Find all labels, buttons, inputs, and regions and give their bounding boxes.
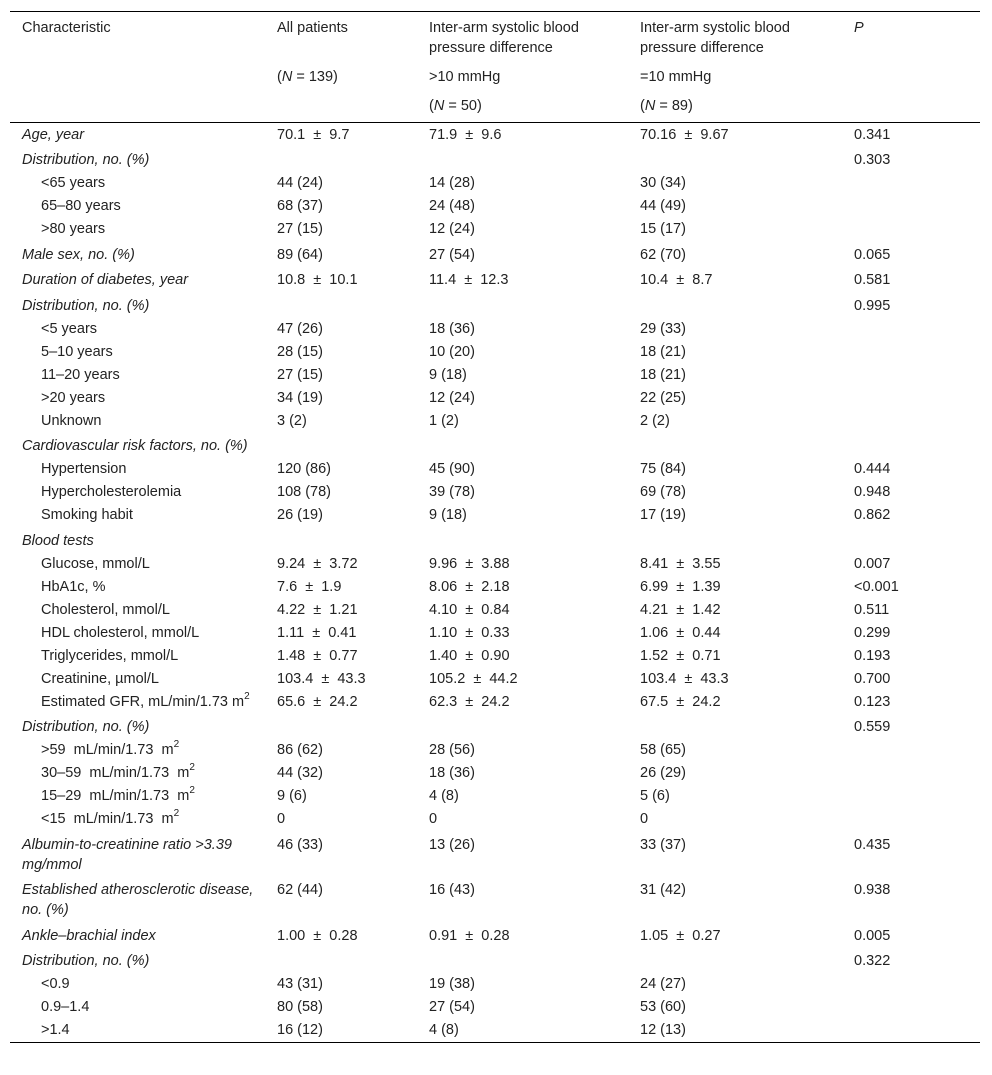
cell-group-le: 2 (2) (640, 412, 670, 429)
row-characteristic: >20 years (41, 389, 106, 406)
header-group-le-threshold: =10 mmHg (640, 69, 712, 85)
row-characteristic: 30–59 mL/min/1.73 $m^2$ (41, 762, 195, 781)
cell-p-value: 0.995 (854, 297, 891, 314)
header-group-gt-title: Inter-arm systolic blood pressure difference (417, 12, 628, 59)
cell-p-value (842, 218, 980, 241)
cell-group-gt: 28 (56) (429, 742, 475, 758)
cell-p-value: 0.700 (854, 670, 891, 687)
row-characteristic: Estimated GFR, mL/min/1.73 $m^2$ (41, 690, 250, 710)
cell-group-le: 4.21 ± 1.42 (640, 601, 721, 618)
cell-p-value (842, 1019, 980, 1043)
table-row (10, 922, 980, 948)
table-row (10, 713, 980, 739)
cell-p-value: 0.322 (854, 953, 891, 969)
cell-group-gt: 18 (36) (429, 765, 475, 781)
cell-group-gt: 71.9 ± 9.6 (429, 126, 502, 143)
table-row (10, 575, 980, 598)
header-row-counts (10, 87, 980, 123)
row-characteristic: <15 mL/min/1.73 $m^2$ (41, 808, 180, 827)
header-group-gt-n: (N = 50) (417, 87, 628, 123)
cell-group-gt: 12 (24) (429, 221, 475, 237)
cell-group-le: 0 (640, 811, 649, 827)
cell-all-patients: 43 (31) (277, 976, 323, 992)
cell-group-gt (417, 146, 628, 172)
row-characteristic: Distribution, no. (%) (22, 953, 150, 969)
cell-all-patients: 9.24 ± 3.72 (277, 555, 358, 572)
cell-group-le (628, 146, 842, 172)
table-row (10, 973, 980, 996)
cell-p-value: 0.193 (854, 647, 891, 664)
table-row (10, 363, 980, 386)
table-row (10, 808, 980, 831)
table-row (10, 996, 980, 1019)
cell-group-gt (417, 947, 628, 973)
cell-group-gt: 19 (38) (429, 976, 475, 992)
cell-p-value (842, 762, 980, 785)
cell-group-le: 44 (49) (640, 198, 686, 214)
cell-p-value (842, 973, 980, 996)
cell-group-gt: 18 (36) (429, 320, 475, 337)
cell-all-patients: 27 (15) (277, 366, 323, 383)
cell-all-patients: 0 (277, 811, 286, 827)
cell-group-le: 58 (65) (640, 742, 686, 758)
cell-group-le: 62 (70) (640, 246, 686, 263)
row-characteristic: <65 years (41, 175, 106, 191)
cell-group-gt: 8.06 ± 2.18 (429, 578, 510, 595)
cell-p-value (842, 432, 980, 458)
cell-group-le: 30 (34) (640, 175, 686, 191)
cell-group-le: 1.52 ± 0.71 (640, 647, 721, 664)
cell-all-patients: 3 (2) (277, 412, 307, 429)
row-characteristic: Ankle–brachial index (22, 927, 156, 944)
cell-p-value: 0.559 (854, 719, 891, 735)
table-row (10, 172, 980, 195)
cell-p-value (842, 808, 980, 831)
cell-all-patients: 120 (86) (277, 461, 332, 477)
superscript: 2 (189, 785, 195, 797)
cell-p-value (842, 340, 980, 363)
cell-group-le: 1.06 ± 0.44 (640, 624, 721, 641)
cell-group-gt (417, 432, 628, 458)
cell-p-value: 0.005 (854, 927, 891, 944)
table-row (10, 947, 980, 973)
cell-p-value: 0.123 (854, 693, 891, 710)
row-characteristic: Cholesterol, mmol/L (41, 601, 170, 618)
row-characteristic: <0.9 (41, 976, 70, 992)
cell-group-gt: 12 (24) (429, 389, 475, 406)
table-row (10, 739, 980, 762)
row-characteristic: >1.4 (10, 1019, 265, 1043)
cell-all-patients: 65.6 ± 24.2 (277, 693, 358, 710)
row-characteristic: Cardiovascular risk factors, no. (%) (22, 438, 248, 454)
row-characteristic: 15–29 mL/min/1.73 $m^2$ (41, 785, 195, 804)
cell-p-value: 0.299 (854, 624, 891, 641)
row-characteristic: Albumin-to-creatinine ratio >3.39 mg/mmol (22, 836, 236, 873)
cell-all-patients (265, 146, 417, 172)
header-group-gt-threshold: >10 mmHg (429, 69, 501, 85)
cell-all-patients: 7.6 ± 1.9 (277, 578, 342, 595)
cell-group-le: 10.4 ± 8.7 (640, 272, 713, 288)
cell-group-gt: 10 (20) (429, 343, 475, 360)
cell-p-value: 0.007 (854, 555, 891, 572)
header-group-le-n: (N = 89) (628, 87, 842, 123)
cell-group-gt: 24 (48) (429, 198, 475, 214)
table-body (10, 123, 980, 1043)
cell-group-gt (417, 292, 628, 318)
cell-group-le (628, 292, 842, 318)
table-row (10, 292, 980, 318)
cell-p-value (842, 363, 980, 386)
header-group-le-title: Inter-arm systolic blood pressure difference (628, 12, 842, 59)
row-characteristic: Male sex, no. (%) (22, 246, 135, 263)
header-row-titles (10, 12, 980, 59)
cell-group-gt (417, 527, 628, 553)
cell-all-patients: 89 (64) (277, 246, 323, 263)
cell-all-patients: 108 (78) (277, 484, 332, 500)
row-characteristic: 65–80 years (41, 198, 121, 214)
row-characteristic: Distribution, no. (%) (22, 297, 150, 314)
cell-all-patients: 1.11 ± 0.41 (277, 624, 357, 641)
cell-p-value: 0.435 (854, 836, 891, 853)
cell-all-patients: 103.4 ± 43.3 (277, 670, 366, 687)
table-row (10, 621, 980, 644)
row-characteristic: 0.9–1.4 (41, 999, 90, 1015)
row-characteristic: Distribution, no. (%) (22, 152, 150, 168)
table-row (10, 481, 980, 504)
cell-all-patients: 34 (19) (277, 389, 323, 406)
cell-group-le (628, 947, 842, 973)
table-row (10, 218, 980, 241)
table-row (10, 762, 980, 785)
cell-group-le: 24 (27) (640, 976, 686, 992)
header-characteristic: Characteristic (10, 12, 265, 59)
cell-all-patients: 46 (33) (277, 836, 323, 853)
table-row (10, 146, 980, 172)
table-row (10, 785, 980, 808)
cell-group-le: 69 (78) (640, 484, 686, 500)
superscript: 2 (173, 808, 180, 820)
cell-group-gt: 1 (2) (429, 412, 459, 429)
superscript: 2 (173, 739, 180, 751)
cell-group-gt: 1.10 ± 0.33 (429, 624, 510, 641)
cell-group-gt: 9 (18) (429, 507, 467, 523)
cell-all-patients: 16 (12) (265, 1019, 417, 1043)
cell-p-value (842, 317, 980, 340)
cell-group-gt: 45 (90) (429, 461, 475, 477)
cell-group-gt (417, 713, 628, 739)
cell-p-value (842, 172, 980, 195)
row-characteristic: >80 years (41, 221, 106, 237)
cell-group-gt: 14 (28) (429, 175, 475, 191)
cell-all-patients (265, 713, 417, 739)
cell-group-le: 8.41 ± 3.55 (640, 555, 721, 572)
cell-all-patients: 9 (6) (277, 788, 307, 804)
table-row (10, 340, 980, 363)
cell-group-gt: 9 (18) (429, 366, 467, 383)
cell-p-value (842, 785, 980, 808)
cell-group-le: 29 (33) (640, 320, 686, 337)
table-row (10, 598, 980, 621)
cell-group-le: 53 (60) (640, 999, 686, 1015)
cell-group-le: 5 (6) (640, 788, 670, 804)
cell-p-value: 0.303 (854, 152, 891, 168)
cell-group-le: 75 (84) (640, 461, 686, 477)
cell-group-le: 70.16 ± 9.67 (640, 126, 729, 143)
cell-all-patients: 44 (32) (277, 765, 323, 781)
cell-p-value: 0.862 (854, 507, 891, 523)
row-characteristic: <5 years (41, 320, 98, 337)
row-characteristic: Unknown (41, 412, 102, 429)
row-characteristic: Creatinine, µmol/L (41, 670, 159, 687)
table-row (10, 831, 980, 877)
cell-all-patients: 1.48 ± 0.77 (277, 647, 358, 664)
cell-p-value (842, 386, 980, 409)
table-header (10, 12, 980, 123)
table-row (10, 266, 980, 292)
cell-p-value (842, 195, 980, 218)
table-row (10, 644, 980, 667)
table-row (10, 690, 980, 713)
cell-group-le: 31 (42) (640, 882, 686, 898)
row-characteristic: Duration of diabetes, year (22, 272, 189, 288)
cell-p-value: 0.341 (854, 126, 891, 143)
cell-all-patients: 26 (19) (277, 507, 323, 523)
cell-all-patients: 27 (15) (277, 221, 323, 237)
cell-all-patients: 1.00 ± 0.28 (277, 927, 358, 944)
row-characteristic: Glucose, mmol/L (41, 555, 150, 572)
header-p-value: P (842, 12, 980, 59)
cell-group-gt: 0 (429, 811, 438, 827)
cell-p-value: 0.511 (854, 601, 890, 618)
cell-group-le: 15 (17) (640, 221, 686, 237)
cell-all-patients: 68 (37) (277, 198, 323, 214)
header-all-patients: All patients (265, 12, 417, 59)
cell-p-value: 0.948 (854, 484, 891, 500)
baseline-characteristics-table (10, 11, 980, 1043)
cell-p-value: 0.065 (854, 246, 891, 263)
cell-group-gt: 4 (8) (417, 1019, 628, 1043)
cell-group-le: 18 (21) (640, 366, 686, 383)
cell-all-patients: 10.8 ± 10.1 (277, 272, 358, 288)
cell-all-patients (265, 527, 417, 553)
table-row (10, 432, 980, 458)
cell-all-patients: 47 (26) (277, 320, 323, 337)
cell-p-value (842, 996, 980, 1019)
table-row (10, 527, 980, 553)
row-characteristic: HDL cholesterol, mmol/L (41, 624, 200, 641)
table-row (10, 123, 980, 147)
row-characteristic: Distribution, no. (%) (22, 719, 150, 735)
row-characteristic: 11–20 years (41, 366, 120, 383)
cell-group-gt: 1.40 ± 0.90 (429, 647, 510, 664)
header-all-patients-n: (N = 139) (277, 69, 338, 85)
superscript: 2 (189, 762, 195, 774)
cell-p-value (842, 527, 980, 553)
cell-all-patients: 62 (44) (277, 882, 323, 898)
cell-group-gt: 105.2 ± 44.2 (429, 670, 518, 687)
cell-group-gt: 4.10 ± 0.84 (429, 601, 510, 618)
cell-group-gt: 13 (26) (429, 836, 475, 853)
cell-group-gt: 11.4 ± 12.3 (429, 272, 509, 288)
cell-group-gt: 16 (43) (429, 882, 475, 898)
cell-group-le: 6.99 ± 1.39 (640, 578, 721, 595)
cell-group-gt: 9.96 ± 3.88 (429, 555, 510, 572)
table-row (10, 876, 980, 922)
row-characteristic: Age, year (22, 126, 85, 143)
cell-all-patients: 70.1 ± 9.7 (277, 126, 350, 143)
cell-all-patients: 44 (24) (277, 175, 323, 191)
cell-group-le (628, 527, 842, 553)
cell-p-value: 0.938 (854, 882, 891, 898)
cell-group-le: 103.4 ± 43.3 (640, 670, 729, 687)
cell-group-le: 18 (21) (640, 343, 686, 360)
table-row (10, 458, 980, 481)
cell-p-value: <0.001 (854, 578, 899, 595)
cell-group-gt: 4 (8) (429, 788, 459, 804)
table-row (10, 504, 980, 527)
cell-all-patients: 4.22 ± 1.21 (277, 601, 358, 618)
table-row (10, 317, 980, 340)
cell-group-le (628, 432, 842, 458)
table-row (10, 667, 980, 690)
cell-group-le: 17 (19) (640, 507, 686, 523)
cell-group-gt: 27 (54) (429, 246, 475, 263)
cell-group-le: 33 (37) (640, 836, 686, 853)
row-characteristic: Smoking habit (41, 507, 133, 523)
cell-group-le: 67.5 ± 24.2 (640, 693, 721, 710)
baseline-characteristics-table-container (10, 11, 980, 1043)
cell-group-le (628, 713, 842, 739)
cell-all-patients: 28 (15) (277, 343, 323, 360)
row-characteristic: Established atherosclerotic disease, no. (%) (22, 882, 258, 918)
cell-all-patients (265, 432, 417, 458)
cell-all-patients (265, 292, 417, 318)
cell-all-patients: 80 (58) (277, 999, 323, 1015)
cell-all-patients: 86 (62) (277, 742, 323, 758)
cell-group-gt: 27 (54) (429, 999, 475, 1015)
cell-group-gt: 0.91 ± 0.28 (429, 927, 510, 944)
header-row-thresholds (10, 58, 980, 87)
cell-group-le: 1.05 ± 0.27 (640, 927, 721, 944)
cell-p-value: 0.444 (854, 461, 891, 477)
table-row (10, 552, 980, 575)
table-row (10, 386, 980, 409)
superscript: 2 (244, 690, 250, 702)
row-characteristic: Hypercholesterolemia (41, 484, 182, 500)
row-characteristic: >59 mL/min/1.73 $m^2$ (41, 739, 180, 758)
cell-all-patients (265, 947, 417, 973)
row-characteristic: Blood tests (22, 532, 94, 549)
row-characteristic: 5–10 years (41, 343, 113, 360)
table-row (10, 409, 980, 432)
row-characteristic: Triglycerides, mmol/L (41, 647, 179, 664)
cell-group-gt: 39 (78) (429, 484, 475, 500)
table-row (10, 195, 980, 218)
cell-group-le: 12 (13) (628, 1019, 842, 1043)
row-characteristic: HbA1c, % (41, 578, 106, 595)
cell-group-le: 26 (29) (640, 765, 686, 781)
cell-group-gt: 62.3 ± 24.2 (429, 693, 510, 710)
table-row (10, 1019, 980, 1043)
cell-p-value: 0.581 (854, 272, 891, 288)
cell-p-value (842, 409, 980, 432)
table-row (10, 241, 980, 267)
row-characteristic: Hypertension (41, 461, 127, 477)
cell-group-le: 22 (25) (640, 389, 686, 406)
cell-p-value (842, 739, 980, 762)
